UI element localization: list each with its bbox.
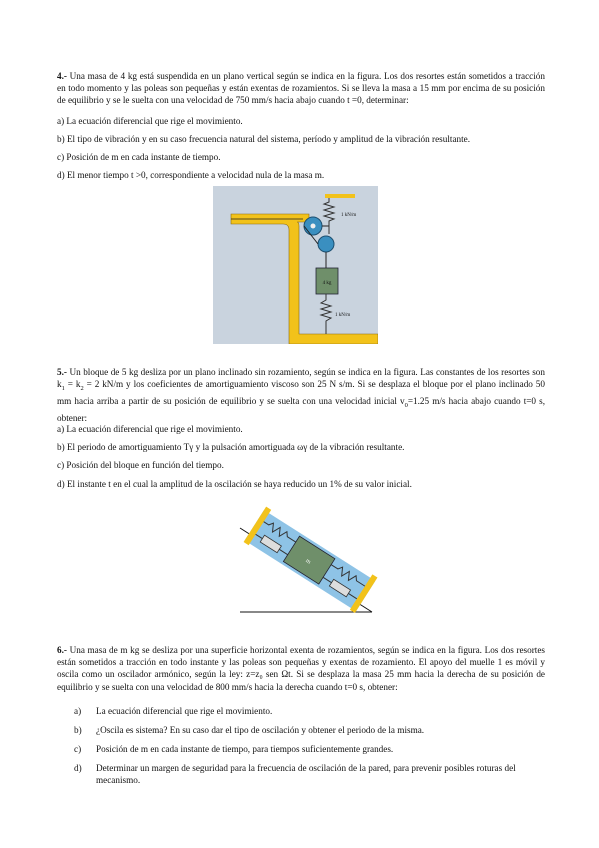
item-text: Determinar un margen de seguridad para la frecuencia de oscilación de la pared, para prevenir posibles roturas del mecanismo.	[96, 763, 516, 785]
problem-4-statement	[57, 70, 545, 107]
k2-subscript: 2	[80, 385, 84, 393]
figure-4-ceiling	[325, 194, 355, 198]
item-label: c)	[74, 744, 82, 754]
problem-5-item-d: d) El instante t en el cual la amplitud de la oscilación se haya reducido un 1% de su valor inicial.	[57, 479, 412, 489]
problem-5-figure	[224, 500, 384, 618]
figure-5-block-label: m	[304, 558, 312, 566]
problem-6-number: 6.-	[57, 645, 67, 655]
problem-5-text-3: = 2 kN/m y los coeficientes de amortiguamiento viscoso son 25 N s/m. Si se desplaza el bloque por el plano inclinado 50 mm hacia arriba a partir de su posición de equilibrio y se suelta con una velocidad inicial v	[57, 379, 545, 407]
problem-4-item-d: d) El menor tiempo t >0, correspondiente a velocidad nula de la masa m.	[57, 170, 325, 180]
problem-4-item-c: c) Posición de m en cada instante de tiempo.	[57, 152, 221, 162]
problem-5-item-c: c) Posición del bloque en función del tiempo.	[57, 460, 224, 470]
k1-subscript: 1	[61, 385, 65, 393]
problem-5-statement	[57, 366, 545, 424]
item-label: b)	[74, 725, 82, 735]
problem-5-text-2: = k	[64, 379, 81, 390]
problem-6-text: Una masa de m kg se desliza por una superficie horizontal exenta de rozamientos, según se indica en la figura. Los dos resortes están sometidos a tracción en todo instante y las poleas son pequeñas y exentas de rozamiento. El apoyo del muelle 1 es móvil y oscila como un oscilador armónico, según la ley: z=z₀ sen Ωt. Si se desplaza la masa 25 mm hacia la derecha de su posición de equilibrio y se suelta con una velocidad de 800 mm/s hacia la derecha cuando t=0 s, obtener:	[57, 645, 545, 692]
problem-5-item-b: b) El periodo de amortiguamiento Tγ y la pulsación amortiguada ωγ de la vibración resultante.	[57, 442, 405, 452]
problem-4-text: Una masa de 4 kg está suspendida en un plano vertical según se indica en la figura. Los dos resortes están sometidos a tracción en todo momento y las poleas son pequeñas y están exentas de rozamientos. Si se lleva la masa a 15 mm por encima de su posición de equilibrio y se le suelta con una velocidad de 750 mm/s hacia abajo cuando t =0, determinar:	[57, 71, 545, 106]
problem-6-item-c	[74, 743, 544, 755]
problem-4-item-b: b) El tipo de vibración y en su caso frecuencia natural del sistema, período y amplitud de la vibración resultante.	[57, 134, 471, 144]
problem-6-item-a	[74, 705, 544, 717]
item-text: La ecuación diferencial que rige el movimiento.	[96, 706, 273, 716]
problem-5-number: 5.-	[57, 367, 67, 377]
item-text: ¿Oscila es sistema? En su caso dar el tipo de oscilación y obtener el periodo de la misma.	[96, 725, 425, 735]
item-label: d)	[74, 763, 82, 773]
figure-4-pulley-axle	[311, 224, 316, 229]
v0-subscript: 0	[404, 402, 408, 410]
problem-4-figure	[213, 186, 378, 344]
figure-4-top-spring-label: 1 kN/m	[341, 213, 357, 218]
item-label: a)	[74, 706, 82, 716]
problem-6-statement	[57, 644, 545, 693]
figure-4-bottom-spring-label: 1 kN/m	[335, 313, 351, 318]
figure-4-lower-pulley	[318, 236, 334, 252]
problem-5-text-1: Un bloque de 5 kg desliza por un plano inclinado sin rozamiento, según se indica en la figura. Las constantes de los resortes son k	[57, 367, 545, 390]
problem-6-item-d	[74, 762, 544, 786]
item-text: Posición de m en cada instante de tiempo, para tiempos suficientemente grandes.	[96, 744, 394, 754]
problem-4-item-a: a) La ecuación diferencial que rige el movimiento.	[57, 116, 243, 126]
figure-5-assembly	[244, 507, 378, 613]
problem-4-number: 4.-	[57, 71, 67, 81]
problem-6-item-b	[74, 724, 544, 736]
figure-4-mass-label: 4 kg	[322, 281, 332, 286]
problem-5-text-4: =1.25 m/s hacia abajo cuando t=0 s, obtener:	[57, 396, 545, 424]
problem-5-item-a: a) La ecuación diferencial que rige el movimiento.	[57, 424, 243, 434]
